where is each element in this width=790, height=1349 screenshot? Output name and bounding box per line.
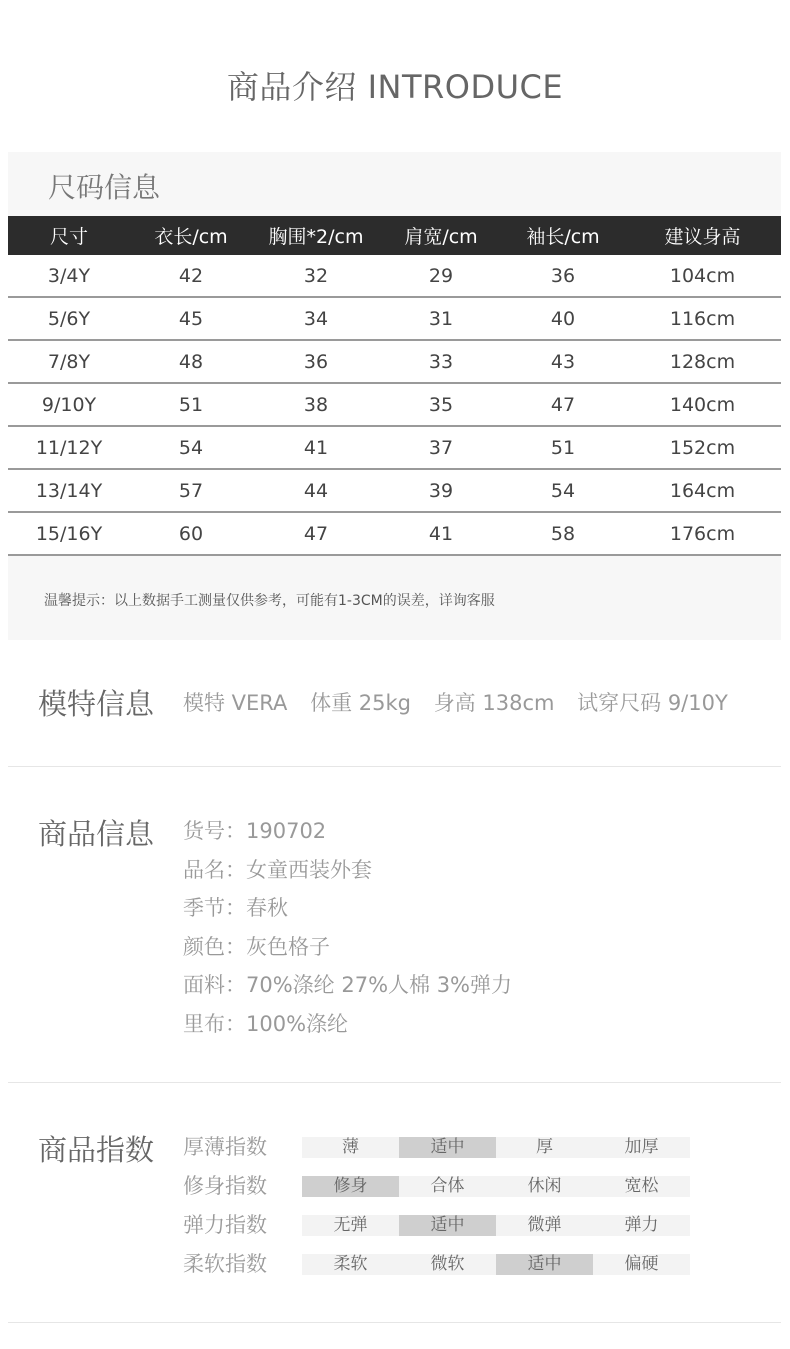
cell-size: 11/12Y — [8, 426, 130, 469]
cell-length: 54 — [130, 426, 252, 469]
table-row — [8, 340, 781, 383]
cell-height: 128cm — [624, 340, 781, 383]
index-option: 微弹 — [496, 1215, 593, 1236]
table-row — [8, 255, 781, 297]
index-scale — [302, 1215, 690, 1236]
cell-shoulder: 35 — [380, 383, 502, 426]
index-option: 适中 — [399, 1137, 496, 1158]
cell-sleeve: 47 — [502, 383, 624, 426]
cell-length: 57 — [130, 469, 252, 512]
cell-size: 7/8Y — [8, 340, 130, 383]
index-option: 微软 — [399, 1254, 496, 1275]
list-item-season: 季节：春秋 — [183, 896, 288, 921]
index-option: 柔软 — [302, 1254, 399, 1275]
index-option: 偏硬 — [593, 1254, 690, 1275]
column-header-chest: 胸围*2/cm — [252, 216, 380, 255]
column-header-sleeve: 袖长/cm — [502, 216, 624, 255]
cell-shoulder: 41 — [380, 512, 502, 555]
product-info-heading: 商品信息 — [38, 817, 155, 851]
cell-length: 42 — [130, 255, 252, 297]
cell-chest: 36 — [252, 340, 380, 383]
cell-height: 152cm — [624, 426, 781, 469]
section-divider — [8, 1082, 781, 1083]
table-row — [8, 297, 781, 340]
index-scale — [302, 1137, 690, 1158]
index-label: 柔软指数 — [183, 1252, 267, 1276]
column-header-size: 尺寸 — [8, 216, 130, 255]
table-row — [8, 383, 781, 426]
index-option: 修身 — [302, 1176, 399, 1197]
table-row — [8, 469, 781, 512]
cell-size: 5/6Y — [8, 297, 130, 340]
cell-sleeve: 54 — [502, 469, 624, 512]
index-scale — [302, 1254, 690, 1275]
cell-length: 48 — [130, 340, 252, 383]
table-row — [8, 426, 781, 469]
index-label: 厚薄指数 — [183, 1135, 267, 1159]
section-divider — [8, 1322, 781, 1323]
size-info-panel — [8, 152, 781, 640]
list-item-lining: 里布：100%涤纶 — [183, 1011, 349, 1036]
index-option: 宽松 — [593, 1176, 690, 1197]
model-weight: 体重 25kg — [310, 691, 411, 715]
index-option: 厚 — [496, 1137, 593, 1158]
cell-length: 51 — [130, 383, 252, 426]
size-note: 温馨提示：以上数据手工测量仅供参考，可能有1-3CM的误差，详询客服 — [44, 593, 495, 609]
cell-chest: 32 — [252, 255, 380, 297]
index-scale — [302, 1176, 690, 1197]
cell-height: 116cm — [624, 297, 781, 340]
model-height: 身高 138cm — [433, 691, 555, 715]
index-option: 无弹 — [302, 1215, 399, 1236]
cell-shoulder: 33 — [380, 340, 502, 383]
table-row — [8, 512, 781, 555]
product-index-section — [0, 1128, 790, 1288]
size-table-header-row — [8, 216, 781, 255]
cell-size: 13/14Y — [8, 469, 130, 512]
cell-sleeve: 43 — [502, 340, 624, 383]
cell-size: 9/10Y — [8, 383, 130, 426]
cell-sleeve: 51 — [502, 426, 624, 469]
section-divider — [8, 766, 781, 767]
product-info-list — [183, 812, 512, 1044]
index-option: 薄 — [302, 1137, 399, 1158]
list-item-item-number: 货号：190702 — [183, 819, 327, 843]
cell-length: 60 — [130, 512, 252, 555]
index-option: 适中 — [496, 1254, 593, 1275]
cell-chest: 47 — [252, 512, 380, 555]
index-option: 弹力 — [593, 1215, 690, 1236]
index-label: 修身指数 — [183, 1174, 267, 1198]
cell-height: 176cm — [624, 512, 781, 555]
list-item-color: 颜色：灰色格子 — [183, 934, 330, 959]
cell-height: 104cm — [624, 255, 781, 297]
page-title: 商品介绍 INTRODUCE — [226, 68, 564, 106]
model-info-section — [0, 682, 790, 722]
column-header-shoulder: 肩宽/cm — [380, 216, 502, 255]
cell-chest: 41 — [252, 426, 380, 469]
cell-size: 3/4Y — [8, 255, 130, 297]
index-option: 休闲 — [496, 1176, 593, 1197]
cell-chest: 34 — [252, 297, 380, 340]
size-info-heading: 尺码信息 — [48, 171, 161, 204]
cell-chest: 38 — [252, 383, 380, 426]
cell-shoulder: 39 — [380, 469, 502, 512]
product-info-section — [0, 812, 790, 1052]
cell-height: 164cm — [624, 469, 781, 512]
cell-sleeve: 58 — [502, 512, 624, 555]
index-label: 弹力指数 — [183, 1213, 267, 1237]
index-option: 加厚 — [593, 1137, 690, 1158]
model-info-details — [183, 687, 744, 717]
cell-shoulder: 31 — [380, 297, 502, 340]
cell-size: 15/16Y — [8, 512, 130, 555]
model-name: 模特 VERA — [183, 691, 288, 715]
cell-height: 140cm — [624, 383, 781, 426]
cell-shoulder: 37 — [380, 426, 502, 469]
column-header-height: 建议身高 — [624, 216, 781, 255]
index-option: 适中 — [399, 1215, 496, 1236]
size-table — [8, 216, 781, 556]
cell-shoulder: 29 — [380, 255, 502, 297]
model-info-heading: 模特信息 — [38, 687, 155, 721]
cell-chest: 44 — [252, 469, 380, 512]
cell-sleeve: 36 — [502, 255, 624, 297]
column-header-length: 衣长/cm — [130, 216, 252, 255]
list-item-fabric: 面料：70%涤纶 27%人棉 3%弹力 — [183, 973, 513, 998]
list-item-product-name: 品名：女童西装外套 — [183, 857, 372, 882]
cell-length: 45 — [130, 297, 252, 340]
index-option: 合体 — [399, 1176, 496, 1197]
product-index-heading: 商品指数 — [38, 1133, 155, 1167]
cell-sleeve: 40 — [502, 297, 624, 340]
model-trial-size: 试穿尺码 9/10Y — [577, 691, 728, 715]
